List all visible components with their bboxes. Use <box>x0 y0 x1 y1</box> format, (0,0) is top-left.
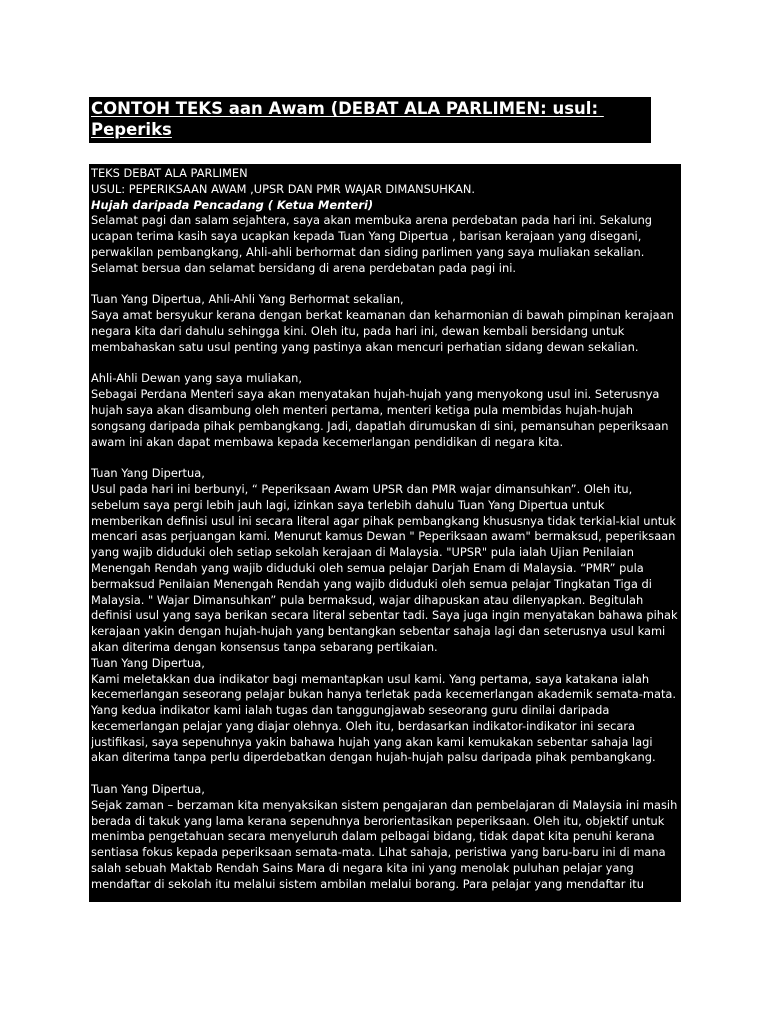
text-line: USUL: PEPERIKSAAN AWAM ,UPSR DAN PMR WAJAR DIMANSUHKAN. <box>91 181 475 196</box>
text-line: Sejak zaman – berzaman kita menyaksikan sistem pengajaran dan pembelajaran di Malaysia ini masih <box>91 797 678 812</box>
text-line: perwakilan pembangkang, Ahli-ahli berhormat dan siding parlimen yang saya muliakan sekalian. <box>91 244 645 259</box>
text-line: bermaksud Penilaian Menengah Rendah yang wajib diduduki oleh semua pelajar Tingkatan Tiga di <box>91 576 652 591</box>
document-title-line-1: CONTOH TEKS aan Awam (DEBAT ALA PARLIMEN: usul: Peperiks <box>91 99 604 139</box>
text-line: Malaysia. " Wajar Dimansuhkan” pula bermaksud, wajar dihapuskan atau dilenyapkan. Begitulah <box>91 592 644 607</box>
debate-text-body <box>89 164 681 902</box>
text-line: Tuan Yang Dipertua, <box>91 655 205 670</box>
text-line: Tuan Yang Dipertua, <box>91 782 205 797</box>
text-line: memberikan definisi usul ini secara literal agar pihak pembangkang khususnya tidak terkial-kial untuk <box>91 513 676 528</box>
text-line: salah sebuah Maktab Rendah Sains Mara di negara kita ini yang menolak puluhan pelajar yang <box>91 861 634 876</box>
text-line: kecemerlangan seseorang pelajar bukan hanya terletak pada kecemerlangan akademik semata-mata. <box>91 687 677 702</box>
text-line: Ahli-Ahli Dewan yang saya muliakan, <box>91 371 302 386</box>
text-line: akan diterima dengan konsensus tanpa sebarang pertikaian. <box>91 639 438 654</box>
text-line: menimba pengetahuan secara menyeluruh dalam pelbagai bidang, tidak dapat kita penuhi kerana <box>91 829 655 844</box>
text-line: negara kita dari dahulu sehingga kini. Oleh itu, pada hari ini, dewan kembali bersidang untuk <box>91 323 625 338</box>
text-line: Selamat bersua dan selamat bersidang di arena perdebatan pada pagi ini. <box>91 260 516 275</box>
text-line: Selamat pagi dan salam sejahtera, saya akan membuka arena perdebatan pada hari ini. Sekalung <box>91 213 653 228</box>
text-line: TEKS DEBAT ALA PARLIMEN <box>91 166 248 180</box>
text-line: mencari asas perjuangan kami. Menurut kamus Dewan " Peperiksaan awam" bermaksud, peperiksaan <box>91 529 676 544</box>
text-line: Tuan Yang Dipertua, Ahli-Ahli Yang Berhormat sekalian, <box>91 292 404 307</box>
text-line: yang wajib diduduki oleh setiap sekolah kerajaan di Malaysia. "UPSR" pula ialah Ujian Penilaian <box>91 545 634 560</box>
text-line: berada di takuk yang lama kerana sepenuhnya berorientasikan peperiksaan. Oleh itu, objektif untuk <box>91 813 665 828</box>
paragraph-break <box>91 450 679 466</box>
paragraph-break <box>91 766 679 782</box>
text-line: awam ini akan dapat membawa kepada kecemerlangan pendidikan di negara kita. <box>91 434 564 449</box>
text-line: kecemerlangan pelajar yang diajar olehnya. Oleh itu, berdasarkan indikator-indikator ini secara <box>91 718 636 733</box>
text-line: songsang daripada pihak pembangkang. Jadi, dapatlah dirumuskan di sini, pemansuhan peperiksaan <box>91 418 669 433</box>
document-title-box <box>89 97 651 160</box>
text-line: Usul pada hari ini berbunyi, “ Peperiksaan Awam UPSR dan PMR wajar dimansuhkan”. Oleh itu, <box>91 481 633 496</box>
paragraph-break <box>91 356 679 372</box>
section-heading: Hujah daripada Pencadang ( Ketua Menteri) <box>91 197 374 212</box>
text-line: kerajaan yakin dengan hujah-hujah yang bentangkan sebentar sahaja lagi dan seterusnya usul kami <box>91 624 666 639</box>
text-line: akan diterima tanpa perlu diperdebatkan dengan hujah-hujah palsu daripada pihak pembangkang. <box>91 750 656 765</box>
text-line: Tuan Yang Dipertua, <box>91 466 205 481</box>
text-line: Yang kedua indikator kami ialah tugas dan tanggungjawab seseorang guru dinilai daripada <box>91 703 610 718</box>
text-line: sentiasa fokus kepada peperiksaan semata-mata. Lihat sahaja, peristiwa yang baru-baru ini di mana <box>91 845 666 860</box>
text-line: sebelum saya pergi lebih jauh lagi, izinkan saya terlebih dahulu Tuan Yang Dipertua untuk <box>91 497 605 512</box>
text-line: Kami meletakkan dua indikator bagi memantapkan usul kami. Yang pertama, saya katakana ialah <box>91 671 650 686</box>
paragraph-break <box>91 277 679 293</box>
text-line: ucapan terima kasih saya ucapkan kepada Tuan Yang Dipertua , barisan kerajaan yang disegani, <box>91 229 642 244</box>
text-line: Menengah Rendah yang wajib diduduki oleh semua pelajar Darjah Enam di Malaysia. “PMR” pula <box>91 560 644 575</box>
document-title-line-2: UPSR dan PMR )wajar dimansuhkan. <box>91 141 430 160</box>
text-line: justifikasi, saya sepenuhnya yakin bahawa hujah yang akan kami kemukakan sebentar sahaja lagi <box>91 734 653 749</box>
text-line: definisi usul yang saya berikan secara literal sebentar tadi. Saya juga ingin menyatakan bahawa pihak <box>91 608 678 623</box>
text-line: hujah saya akan disambung oleh menteri pertama, menteri ketiga pula membidas hujah-hujah <box>91 402 633 417</box>
text-line: Sebagai Perdana Menteri saya akan menyatakan hujah-hujah yang menyokong usul ini. Seterusnya <box>91 387 660 402</box>
text-line: membahaskan satu usul penting yang pastinya akan mencuri perhatian sidang dewan sekalian. <box>91 339 639 354</box>
text-line: Saya amat bersyukur kerana dengan berkat keamanan dan keharmonian di bawah pimpinan kerajaan <box>91 308 674 323</box>
text-line: mendaftar di sekolah itu melalui sistem ambilan melalui borang. Para pelajar yang mendaftar itu <box>91 876 644 891</box>
